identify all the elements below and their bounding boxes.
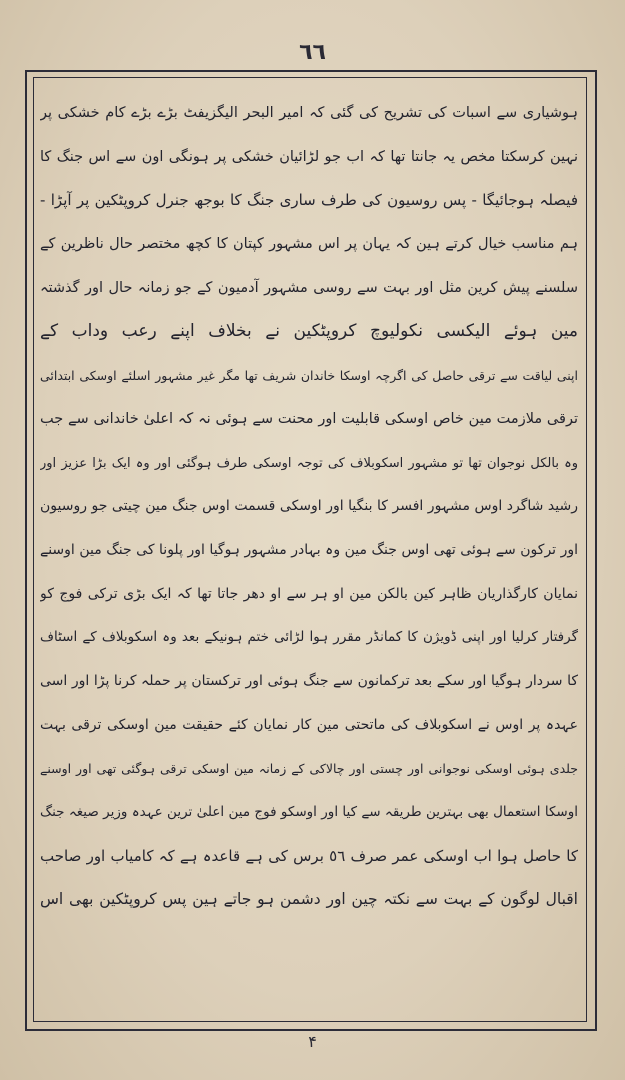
text-line: سلسنے پیش کرین مثل اور بہت سے روسی مشہور آدمیون کے جو زمانہ حال اور گذشتہ [40, 279, 578, 296]
text-line: نمایان کارگذاریان ظاہر کین بالکن مین او ہر سے او دھر جاتا تھا کہ ایک بڑی ترکی فوج کو [40, 585, 578, 602]
text-line: اور ترکون سے ہوئی تھی اوس جنگ مین وہ بہادر مشہور ہوگیا اور پلونا کی جنگ مین اوسنے [40, 541, 578, 558]
text-line: رشید شاگرد اوس مشہور افسر کا بنگیا اور اوسکی قسمت اوس جنگ مین چیتی جو روسیون [40, 498, 578, 515]
page-number: ٦٦ [299, 40, 326, 65]
text-line: وہ بالکل نوجوان تھا تو مشہور اسکوبلاف کی توجہ اوسکی طرف ہوگئی اور وہ ایک بڑا عزیز اور [40, 455, 578, 471]
text-line: جلدی ہوئی اوسکی نوجوانی اور چستی اور چالاکی کے زمانہ مین اوسکی ترقی ہوگئی تھی اور اوسنے [40, 761, 578, 777]
text-line: اوسکا استعمال بھی بہترین طریقہ سے کیا اور اوسکو فوج مین اعلیٰ ترین عہدہ وزیر صیغہ جنگ [40, 804, 578, 820]
text-line: اپنی لیاقت سے ترقی حاصل کی اگرچہ اوسکا خاندان شریف تھا مگر غیر مشہور اسلئے اوسکی ابتدائی [40, 368, 578, 384]
text-line: اقبال لوگون کے بہت سے نکتہ چین اور دشمن ہو جاتے ہین پس کروپٹکین بھی اس [40, 890, 578, 909]
text-line: عہدہ پر اوس نے اسکوبلاف کی ماتحتی مین کار نمایان کئے حقیقت مین اوسکی ترقی بہت [40, 716, 578, 733]
text-line: ہم مناسب خیال کرتے ہین کہ یہان پر اس مشہور کپتان کا کچھ مختصر حال ناظرین کے [40, 236, 578, 253]
text-line: نہین کرسکتا مخص یہ جانتا تھا کہ اب جو لڑائیان خشکی پر ہونگی اون سے اس جنگ کا [40, 148, 578, 165]
text-line: کا سردار ہوگیا اور سکے بعد ترکمانون سے جنگ ہوئی اور ترکستان پر حملہ کرنا پڑا اور اسی [40, 672, 578, 689]
text-line: ترقی ملازمت مین خاص اوسکی قابلیت اور محنت سے ہوئی نہ کہ اعلیٰ خاندانی سے جب [40, 410, 578, 427]
text-line: کا حاصل ہوا اب اوسکی عمر صرف ٥٦ برس کی ہے قاعدہ ہے کہ کامیاب اور صاحب [40, 846, 578, 865]
text-line: ہوشیاری سے اسبات کی تشریح کی گئی کہ امیر البحر الیگزیفٹ بڑے بڑے کام خشکی پر [40, 105, 578, 121]
text-line: فیصلہ ہوجائیگا - پس روسیون کی طرف ساری جنگ کا بوجھ جنرل کروپٹکین پر آپڑا - [40, 191, 578, 210]
signature-mark: ۴ [308, 1032, 317, 1051]
text-line: مین ہوئے الیکسی نکولیوچ کروپٹکین نے بخلاف اپنے رعب وداب کے [40, 321, 578, 342]
urdu-text-body [40, 92, 578, 1012]
text-line: گرفتار کرلیا اور اپنی ڈویژن کا کمانڈر مقرر ہوا لڑائی ختم ہونیکے بعد وہ اسکوبلاف کے اسٹاف [40, 629, 578, 646]
